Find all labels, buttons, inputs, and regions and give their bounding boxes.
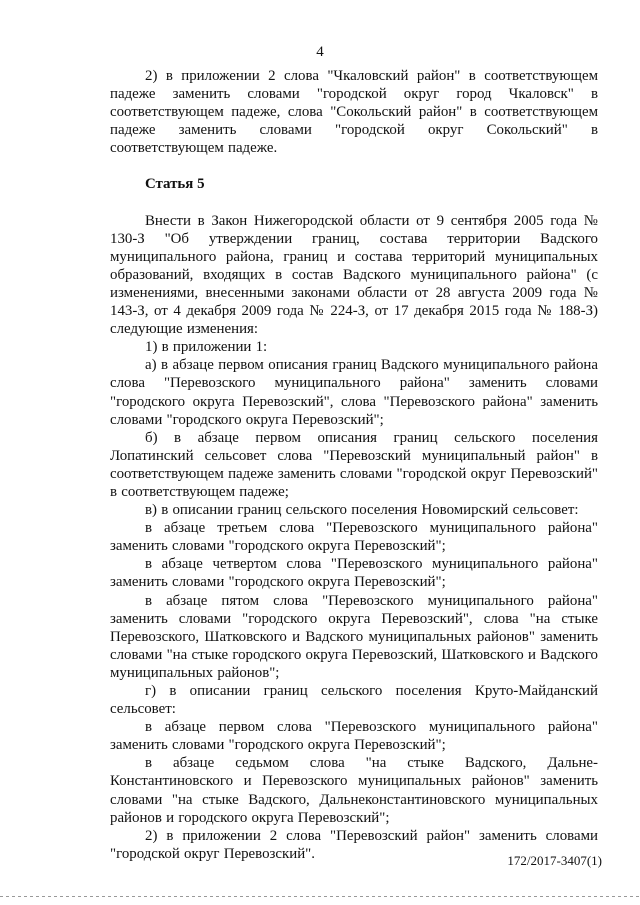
page-number: 4 <box>316 44 324 60</box>
paragraph-item-1: 1) в приложении 1: <box>145 339 268 356</box>
scan-edge-divider <box>0 896 640 897</box>
paragraph-item-v: в) в описании границ сельского поселения Новомирский сельсовет: <box>145 502 579 519</box>
paragraph-intro: Внести в Закон Нижегородской области от 9 сентября 2005 года № 130-З "Об утверждении границ, состава территории Вадского муниципального района, границ и состава территорий муниципальных образований, входящих в состав Вадского муниципального района" (с изменениями, внесенными законами области от 28 августа 2009 года № 143-З, от 4 декабря 2009 года № 224-З, от 17 декабря 2015 года № 188-З) следующие изменения: <box>110 212 598 338</box>
paragraph-item-v-4: в абзаце четвертом слова "Перевозского муниципального района" заменить словами "городского округа Перевозский"; <box>110 556 598 591</box>
paragraph-item-v-3: в абзаце третьем слова "Перевозского муниципального района" заменить словами "городского округа Перевозский"; <box>110 520 598 555</box>
paragraph-appendix-2-chkalovsky: 2) в приложении 2 слова "Чкаловский район" в соответствующем падеже заменить словами "городской округ город Чкаловск" в соответствующем падеже, слова "Сокольский район" в соответствующем падеже заменить словами "городской округ Сокольский" в соответствующем падеже. <box>110 68 598 157</box>
article-heading: Статья 5 <box>145 176 205 193</box>
paragraph-item-g: г) в описании границ сельского поселения Круто-Майданский сельсовет: <box>110 683 598 718</box>
paragraph-item-g-1: в абзаце первом слова "Перевозского муниципального района" заменить словами "городского округа Перевозский"; <box>110 719 598 754</box>
paragraph-item-a: а) в абзаце первом описания границ Вадского муниципального района слова "Перевозского муниципального района" заменить словами "городского округа Перевозский", слова "Перевозского района" заменить словами "городского округа Перевозский"; <box>110 357 598 428</box>
paragraph-item-b: б) в абзаце первом описания границ сельского поселения Лопатинский сельсовет слова "Перевозский муниципальный район" в соответствующем падеже заменить словами "городской округ Перевозский" в соответствующем падеже; <box>110 429 598 500</box>
document-code: 172/2017-3407(1) <box>507 853 602 868</box>
paragraph-item-2: 2) в приложении 2 слова "Перевозский район" заменить словами "городской округ Перевозский". <box>110 827 598 862</box>
document-body <box>110 67 598 863</box>
paragraph-item-g-7: в абзаце седьмом слова "на стыке Вадского, Дальне-Константиновского и Перевозского муниципальных районов" заменить словами "на стыке Вадского, Дальнеконстантиновского муниципальных районов и городского округа Перевозский"; <box>110 755 598 826</box>
paragraph-item-v-5: в абзаце пятом слова "Перевозского муниципального района" заменить словами "городского округа Перевозский", слова "на стыке Перевозского, Шатковского и Вадского муниципальных районов" заменить словами "на стыке городского округа Перевозский, Шатковского и Вадского муниципальных районов"; <box>110 592 598 681</box>
